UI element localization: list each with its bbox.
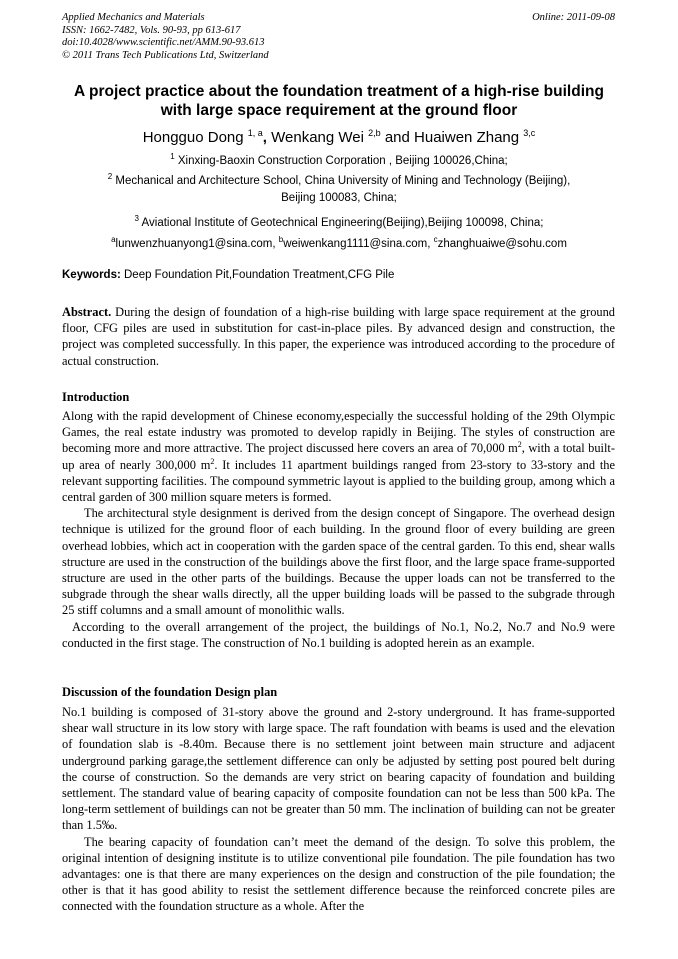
affiliation-2-cont: Beijing 100083, China; — [281, 192, 397, 204]
author-superscript: 2,b — [368, 128, 381, 138]
affiliation-superscript: 3 — [134, 214, 139, 223]
affiliation-2 — [30, 170, 648, 188]
keywords-line — [62, 268, 615, 282]
author-list — [30, 124, 648, 147]
online-date: Online: 2011-09-08 — [532, 12, 615, 23]
journal-name: Applied Mechanics and Materials — [62, 12, 205, 23]
keywords-label: Keywords: — [62, 269, 121, 281]
email-superscript: c — [433, 235, 438, 244]
copyright-line: © 2011 Trans Tech Publications Ltd, Switzerland — [62, 49, 269, 61]
paragraph-text: . It includes 11 apartment buildings ranged from 23-story to 33-story and the relevant supporting facilities. The compound symmetric layout is applied to the building group, among which a central garden of 300 million square meters is formed. — [62, 457, 615, 505]
affiliation-3 — [30, 212, 648, 230]
author-superscript: 3,c — [523, 128, 536, 138]
paragraph-text: , with a total built-up area of nearly 300,000 m — [62, 441, 615, 472]
unit-superscript: 2 — [517, 440, 522, 450]
paragraph: The architectural style designment is derived from the design concept of Singapore. The overhead design technique is utilized for the ground floor of each building. In the ground floor of every building are green overhead lobbies, which act in cooperation with the garden space of the central garden. To this end, shear walls structure are used in the construction of the buildings above the first floor, and the large space frame-supported structure are used in the other parts of the buildings. Because the upper loads can not be transferred to the subgrade through the shear walls directly, all the upper building loads will be passed to the subgrade through 25 stiff columns and a small amount of monolithic walls. — [62, 506, 615, 618]
keywords-text: Deep Foundation Pit,Foundation Treatment,CFG Pile — [120, 269, 395, 281]
abstract — [62, 304, 615, 369]
paragraph — [62, 408, 615, 505]
affiliation-1 — [30, 150, 648, 168]
affiliation-text: Mechanical and Architecture School, China University of Mining and Technology (Beijing), — [115, 175, 571, 187]
unit-superscript: 2 — [210, 456, 215, 466]
author-separator: , — [262, 129, 272, 146]
email-superscript: b — [278, 235, 284, 244]
discussion-body — [62, 704, 615, 915]
issn-line: ISSN: 1662-7482, Vols. 90-93, pp 613-617 — [62, 24, 241, 36]
section-heading-discussion: Discussion of the foundation Design plan — [62, 685, 278, 699]
abstract-text: During the design of foundation of a high-rise building with large space requirement at the ground floor, CFG piles are used in substitution for cast-in-place piles. By advanced design and construction, the project was completed successfully. In this paper, the experience was introduced according to the procedure of actual construction. — [62, 305, 615, 368]
email-link[interactable]: lunwenzhuanyong1@sina.com, — [115, 238, 279, 250]
email-superscript: a — [111, 235, 116, 244]
doi-line[interactable]: doi:10.4028/www.scientific.net/AMM.90-93.613 — [62, 37, 265, 48]
introduction-body — [62, 408, 615, 651]
affiliation-superscript: 1 — [170, 152, 175, 161]
paragraph-text: Along with the rapid development of Chinese economy,especially the successful holding of the 29th Olympic Games, the real estate industry was promoted to develop rapidly in Beijing. The styles of construction are becoming more and more attractive. The project discussed here covers an area of 70,000 m — [62, 409, 615, 456]
email-link[interactable]: zhanghuaiwe@sohu.com — [437, 238, 567, 250]
author-name: Huaiwen Zhang — [414, 129, 520, 146]
author-superscript: 1, a — [247, 128, 263, 138]
journal-header — [62, 12, 615, 62]
author-name: Wenkang Wei — [271, 129, 364, 146]
title-line-1: A project practice about the foundation treatment of a high-rise building — [74, 83, 604, 100]
affiliation-text: Xinxing-Baoxin Construction Corporation , Beijing 100026,China; — [177, 155, 508, 167]
email-link[interactable]: weiwenkang1111@sina.com, — [283, 238, 434, 250]
affiliation-text: Aviational Institute of Geotechnical Engineering(Beijing),Beijing 100098, China; — [141, 217, 544, 229]
paragraph: According to the overall arrangement of the project, the buildings of No.1, No.2, No.7 and No.9 were conducted in the first stage. The construction of No.1 building is adopted herein as an example. — [62, 619, 615, 650]
paper-title — [40, 82, 638, 120]
email-line — [30, 233, 648, 251]
paragraph: The bearing capacity of foundation can’t meet the demand of the design. To solve this problem, the original intention of designing institute is to utilize conventional pile foundation. The pile foundation has two advantages: one is that there are many experiences on the design and construction of the pile foundation; the other is that it has good ability to resist the settlement difference because the reinforced concrete piles are connected with the foundation structure as a whole. After the — [62, 834, 615, 914]
author-conjunction: and — [380, 129, 415, 146]
abstract-label: Abstract. — [62, 305, 112, 319]
affiliation-superscript: 2 — [107, 172, 113, 181]
author-name: Hongguo Dong — [142, 129, 244, 146]
section-heading-introduction: Introduction — [62, 390, 130, 404]
paragraph: No.1 building is composed of 31-story above the ground and 2-story underground. It has frame-supported shear wall structure in its low story with large space. The raft foundation with beams is used and the elevation of foundation slab is -8.40m. Because there is no settlement joint between main structure and adjacent underground parking garage,the settlement difference can only be adjusted by setting post poured belt during the course of construction. So the demands are very strict on bearing capacity of foundation and building settlement. The standard value of bearing capacity of composite foundation can not be less than 500 kPa. The long-term settlement of buildings can not be greater than 50 mm. The inclination of building can not be greater than 1.5‰. — [62, 705, 615, 833]
title-line-2: with large space requirement at the ground floor — [160, 102, 518, 119]
